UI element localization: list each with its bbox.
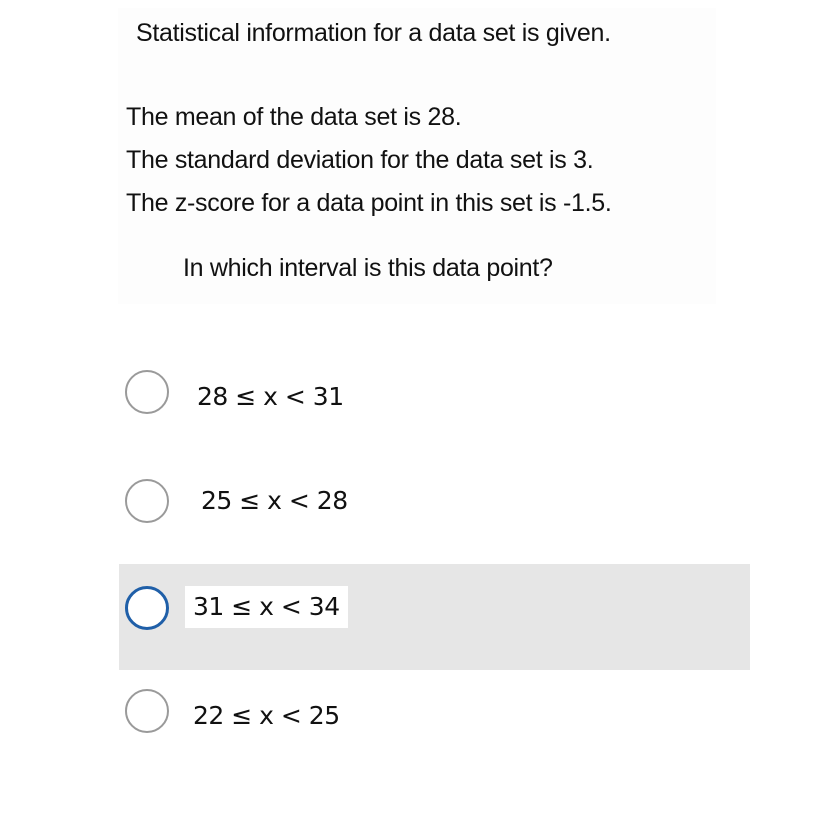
- radio-button[interactable]: [125, 370, 169, 414]
- answer-choice-label: 25 ≤ x < 28: [193, 480, 356, 522]
- question-mean: The mean of the data set is 28.: [126, 103, 462, 131]
- question-z-score: The z-score for a data point in this set is -1.5.: [126, 189, 612, 217]
- question-intro: Statistical information for a data set is given.: [136, 19, 611, 47]
- answer-choice-3[interactable]: [119, 564, 750, 670]
- radio-button[interactable]: [125, 689, 169, 733]
- answer-choice-label: 31 ≤ x < 34: [185, 586, 348, 628]
- answer-choice-1[interactable]: [119, 343, 750, 449]
- radio-button[interactable]: [125, 479, 169, 523]
- question-std-dev: The standard deviation for the data set is 3.: [126, 146, 594, 174]
- radio-button[interactable]: [125, 586, 169, 630]
- answer-choice-label: 28 ≤ x < 31: [189, 376, 352, 418]
- question-prompt: In which interval is this data point?: [183, 254, 553, 282]
- answer-choice-4[interactable]: [119, 660, 750, 766]
- answer-choice-label: 22 ≤ x < 25: [185, 695, 348, 737]
- answer-choice-2[interactable]: [119, 448, 750, 554]
